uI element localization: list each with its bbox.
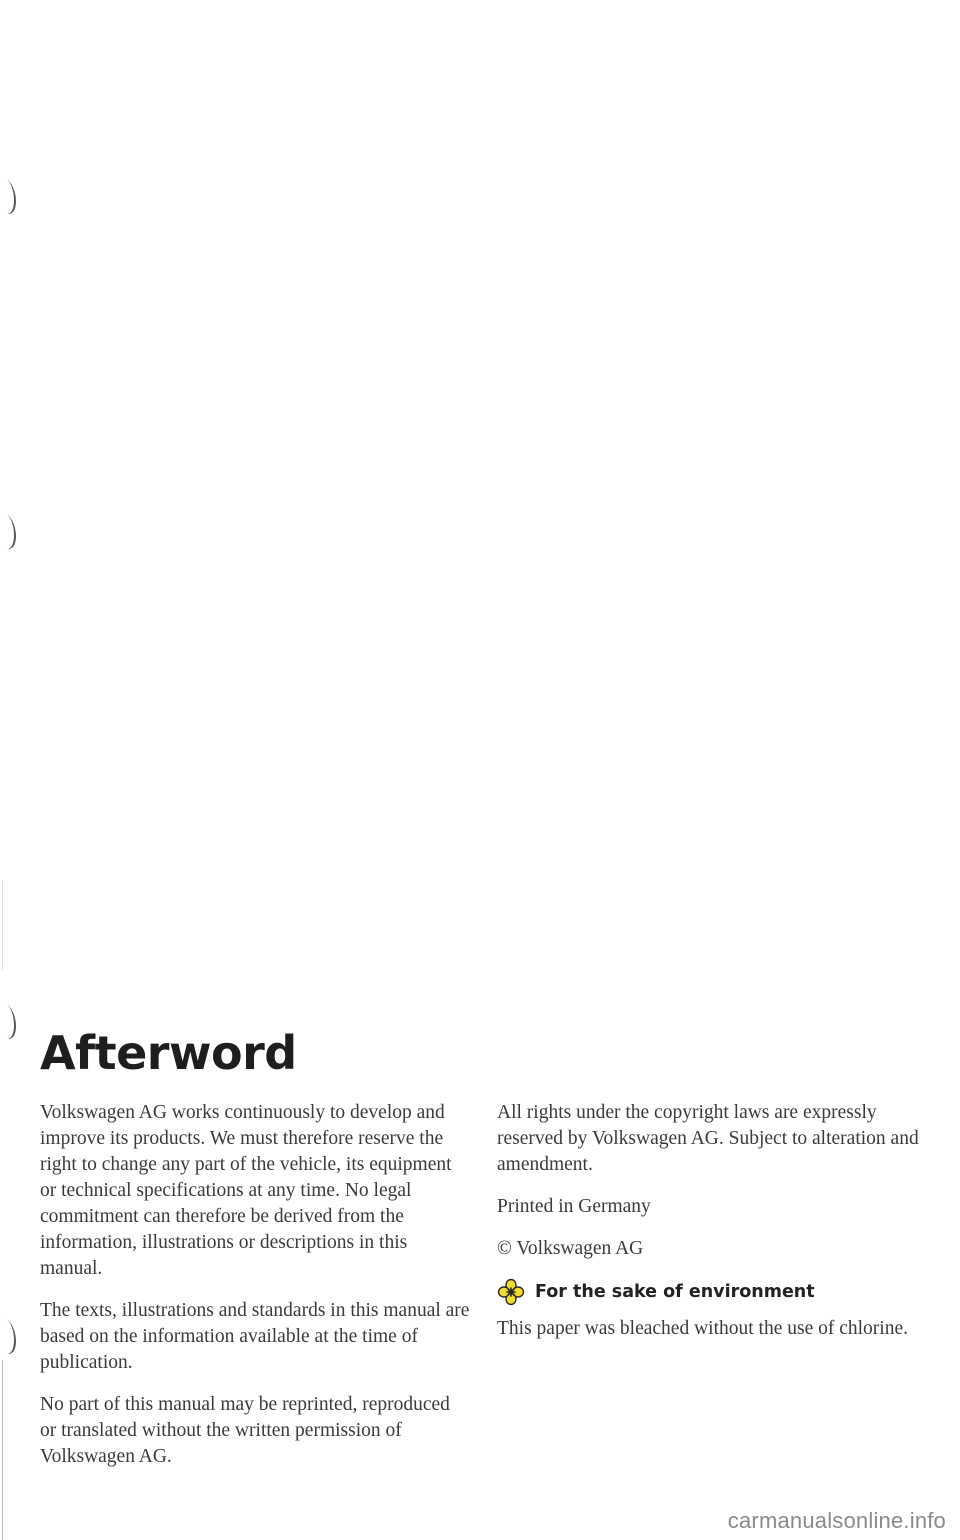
environment-heading bbox=[497, 1278, 927, 1306]
environment-heading-label: For the sake of environment bbox=[535, 1282, 815, 1302]
paragraph-development: Volkswagen AG works continuously to develop and improve its products. We must therefore reserve the right to change any part of the vehicle, its equipment or technical specifications at any time. No legal commitment can therefore be derived from the information, illustrations or descriptions in this manual. bbox=[40, 1102, 452, 1279]
flower-icon bbox=[497, 1278, 525, 1306]
paragraph-publication: The texts, illustrations and standards in this manual are based on the information available at the time of publication. bbox=[40, 1300, 470, 1373]
left-column bbox=[40, 1100, 470, 1486]
copyright-notice: All rights under the copyright laws are expressly reserved by Volkswagen AG. Subject to alteration and amendment. bbox=[497, 1102, 919, 1175]
binding-mark bbox=[0, 176, 16, 219]
paragraph-reprint: No part of this manual may be reprinted, reproduced or translated without the written permission of Volkswagen AG. bbox=[40, 1394, 450, 1467]
watermark-url: carmanualsonline.info bbox=[727, 1508, 946, 1533]
environment-text: This paper was bleached without the use of chlorine. bbox=[497, 1318, 908, 1339]
binding-edge-line bbox=[2, 880, 3, 970]
binding-mark bbox=[0, 1001, 16, 1044]
right-column bbox=[497, 1100, 927, 1358]
binding-mark bbox=[0, 1316, 16, 1359]
page-title: Afterword bbox=[40, 1026, 297, 1080]
binding-mark bbox=[0, 511, 16, 554]
binding-edge-line bbox=[2, 1360, 3, 1540]
copyright-holder: © Volkswagen AG bbox=[497, 1238, 644, 1259]
printed-in: Printed in Germany bbox=[497, 1196, 651, 1217]
